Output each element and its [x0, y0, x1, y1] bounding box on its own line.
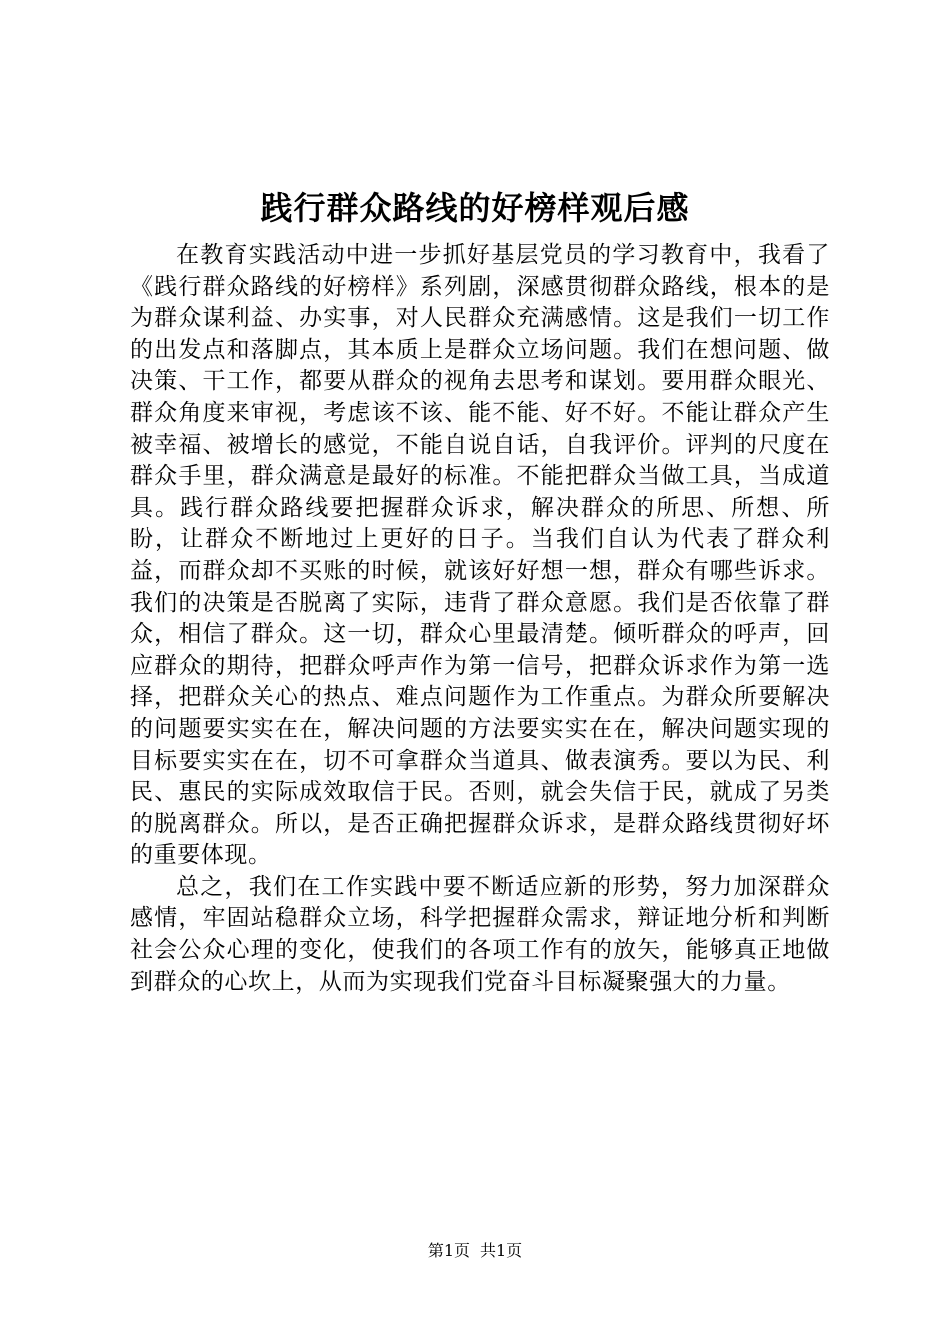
page-title: 践行群众路线的好榜样观后感 — [260, 189, 690, 227]
document-body — [130, 240, 830, 998]
page-number-current: 第1页 — [427, 1241, 470, 1260]
paragraph-1: 在教育实践活动中进一步抓好基层党员的学习教育中，我看了《践行群众路线的好榜样》系列剧，深感贯彻群众路线，根本的是为群众谋利益、办实事，对人民群众充满感情。这是我们一切工作的出发点和落脚点，其本质上是群众立场问题。我们在想问题、做决策、干工作，都要从群众的视角去思考和谋划。要用群众眼光、群众角度来审视，考虑该不该、能不能、好不好。不能让群众产生被幸福、被增长的感觉，不能自说自话，自我评价。评判的尺度在群众手里，群众满意是最好的标准。不能把群众当做工具，当成道具。践行群众路线要把握群众诉求，解决群众的所思、所想、所盼，让群众不断地过上更好的日子。当我们自认为代表了群众利益，而群众却不买账的时候，就该好好想一想，群众有哪些诉求。我们的决策是否脱离了实际，违背了群众意愿。我们是否依靠了群众，相信了群众。这一切，群众心里最清楚。倾听群众的呼声，回应群众的期待，把群众呼声作为第一信号，把群众诉求作为第一选择，把群众关心的热点、难点问题作为工作重点。为群众所要解决的问题要实实在在，解决问题的方法要实实在在，解决问题实现的目标要实实在在，切不可拿群众当道具、做表演秀。要以为民、利民、惠民的实际成效取信于民。否则，就会失信于民，就成了另类的脱离群众。所以，是否正确把握群众诉求，是群众路线贯彻好坏的重要体现。 — [130, 242, 830, 869]
paragraph-2: 总之，我们在工作实践中要不断适应新的形势，努力加深群众感情，牢固站稳群众立场，科学把握群众需求，辩证地分析和判断社会公众心理的变化，使我们的各项工作有的放矢，能够真正地做到群众的心坎上，从而为实现我们党奋斗目标凝聚强大的力量。 — [130, 873, 830, 995]
page-number-total: 共1页 — [480, 1241, 523, 1260]
page-footer — [0, 1240, 950, 1262]
